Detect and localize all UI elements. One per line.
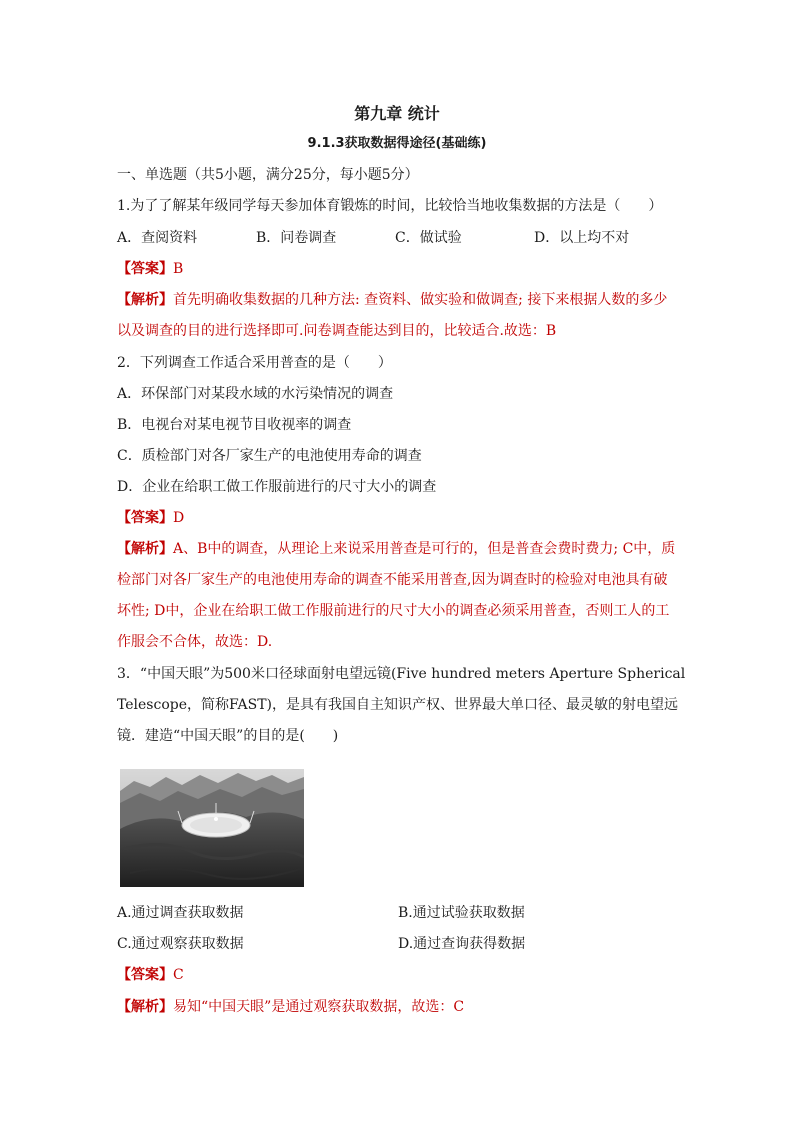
- answer-tag: 【答案】: [117, 967, 173, 983]
- question-1-stem: 1.为了了解某年级同学每天参加体育锻炼的时间，比较恰当地收集数据的方法是（ ）: [117, 198, 663, 214]
- section-title: 9.1.3获取数据得途径(基础练): [307, 136, 487, 151]
- q3-option-a: A.通过调查获取数据: [117, 905, 244, 921]
- chapter-title: 第九章 统计: [354, 104, 440, 123]
- question-3-stem: 3．“中国天眼”为500米口径球面射电望远镜(Five hundred meters Aperture Spherical: [117, 666, 686, 682]
- q2-option-c: C．质检部门对各厂家生产的电池使用寿命的调查: [117, 448, 422, 464]
- q3-option-d: D.通过查询获得数据: [398, 936, 526, 952]
- q2-explanation-line: 检部门对各厂家生产的电池使用寿命的调查不能采用普查,因为调查时的检验对电池具有破: [117, 572, 668, 588]
- explanation-text: A、B中的调查，从理论上来说采用普查是可行的，但是普查会费时费力; C中，质: [173, 541, 676, 557]
- explanation-tag: 【解析】: [117, 999, 173, 1015]
- q3-explanation-line: [117, 997, 464, 1017]
- answer-value: B: [173, 261, 184, 277]
- q2-option-d: D．企业在给职工做工作服前进行的尺寸大小的调查: [117, 479, 437, 495]
- q1-option-c: C．做试验: [395, 230, 462, 246]
- explanation-tag: 【解析】: [117, 541, 173, 557]
- q1-option-b: B．问卷调查: [256, 230, 337, 246]
- q1-explanation-line: 以及调查的目的进行选择即可.问卷调查能达到目的，比较适合.故选：B: [117, 323, 557, 339]
- section-heading: 一、单选题（共5小题，满分25分，每小题5分）: [117, 167, 419, 183]
- q2-answer: [117, 508, 184, 528]
- explanation-tag: 【解析】: [117, 292, 173, 308]
- answer-tag: 【答案】: [117, 510, 173, 526]
- answer-value: C: [173, 967, 184, 983]
- q2-option-b: B．电视台对某电视节目收视率的调查: [117, 417, 352, 433]
- q1-answer: [117, 259, 183, 279]
- answer-value: D: [173, 510, 185, 526]
- q2-explanation-line: 坏性; D中，企业在给职工做工作服前进行的尺寸大小的调查必须采用普查，否则工人的工: [117, 603, 670, 619]
- q3-answer: [117, 965, 184, 985]
- q2-option-a: A．环保部门对某段水域的水污染情况的调查: [117, 386, 394, 402]
- q2-explanation-line: 作服会不合体，故选：D.: [117, 634, 273, 650]
- explanation-text: 易知“中国天眼”是通过观察获取数据，故选：C: [173, 999, 465, 1015]
- q3-option-c: C.通过观察获取数据: [117, 936, 244, 952]
- explanation-text: 首先明确收集数据的几种方法: 查资料、做实验和做调查; 接下来根据人数的多少: [173, 292, 668, 308]
- q1-option-a: A．查阅资料: [117, 230, 198, 246]
- fast-telescope-photo: [120, 769, 304, 887]
- question-3-stem: 镜．建造“中国天眼”的目的是( ): [117, 728, 339, 744]
- q3-option-b: B.通过试验获取数据: [398, 905, 525, 921]
- q1-option-d: D．以上均不对: [534, 230, 630, 246]
- q1-explanation-line: [117, 290, 667, 310]
- answer-tag: 【答案】: [117, 261, 173, 277]
- question-2-stem: 2．下列调查工作适合采用普查的是（ ）: [117, 355, 392, 371]
- question-3-stem: Telescope，简称FAST)，是具有我国自主知识产权、世界最大单口径、最灵敏的射电望远: [117, 697, 678, 713]
- q2-explanation-line: [117, 539, 675, 559]
